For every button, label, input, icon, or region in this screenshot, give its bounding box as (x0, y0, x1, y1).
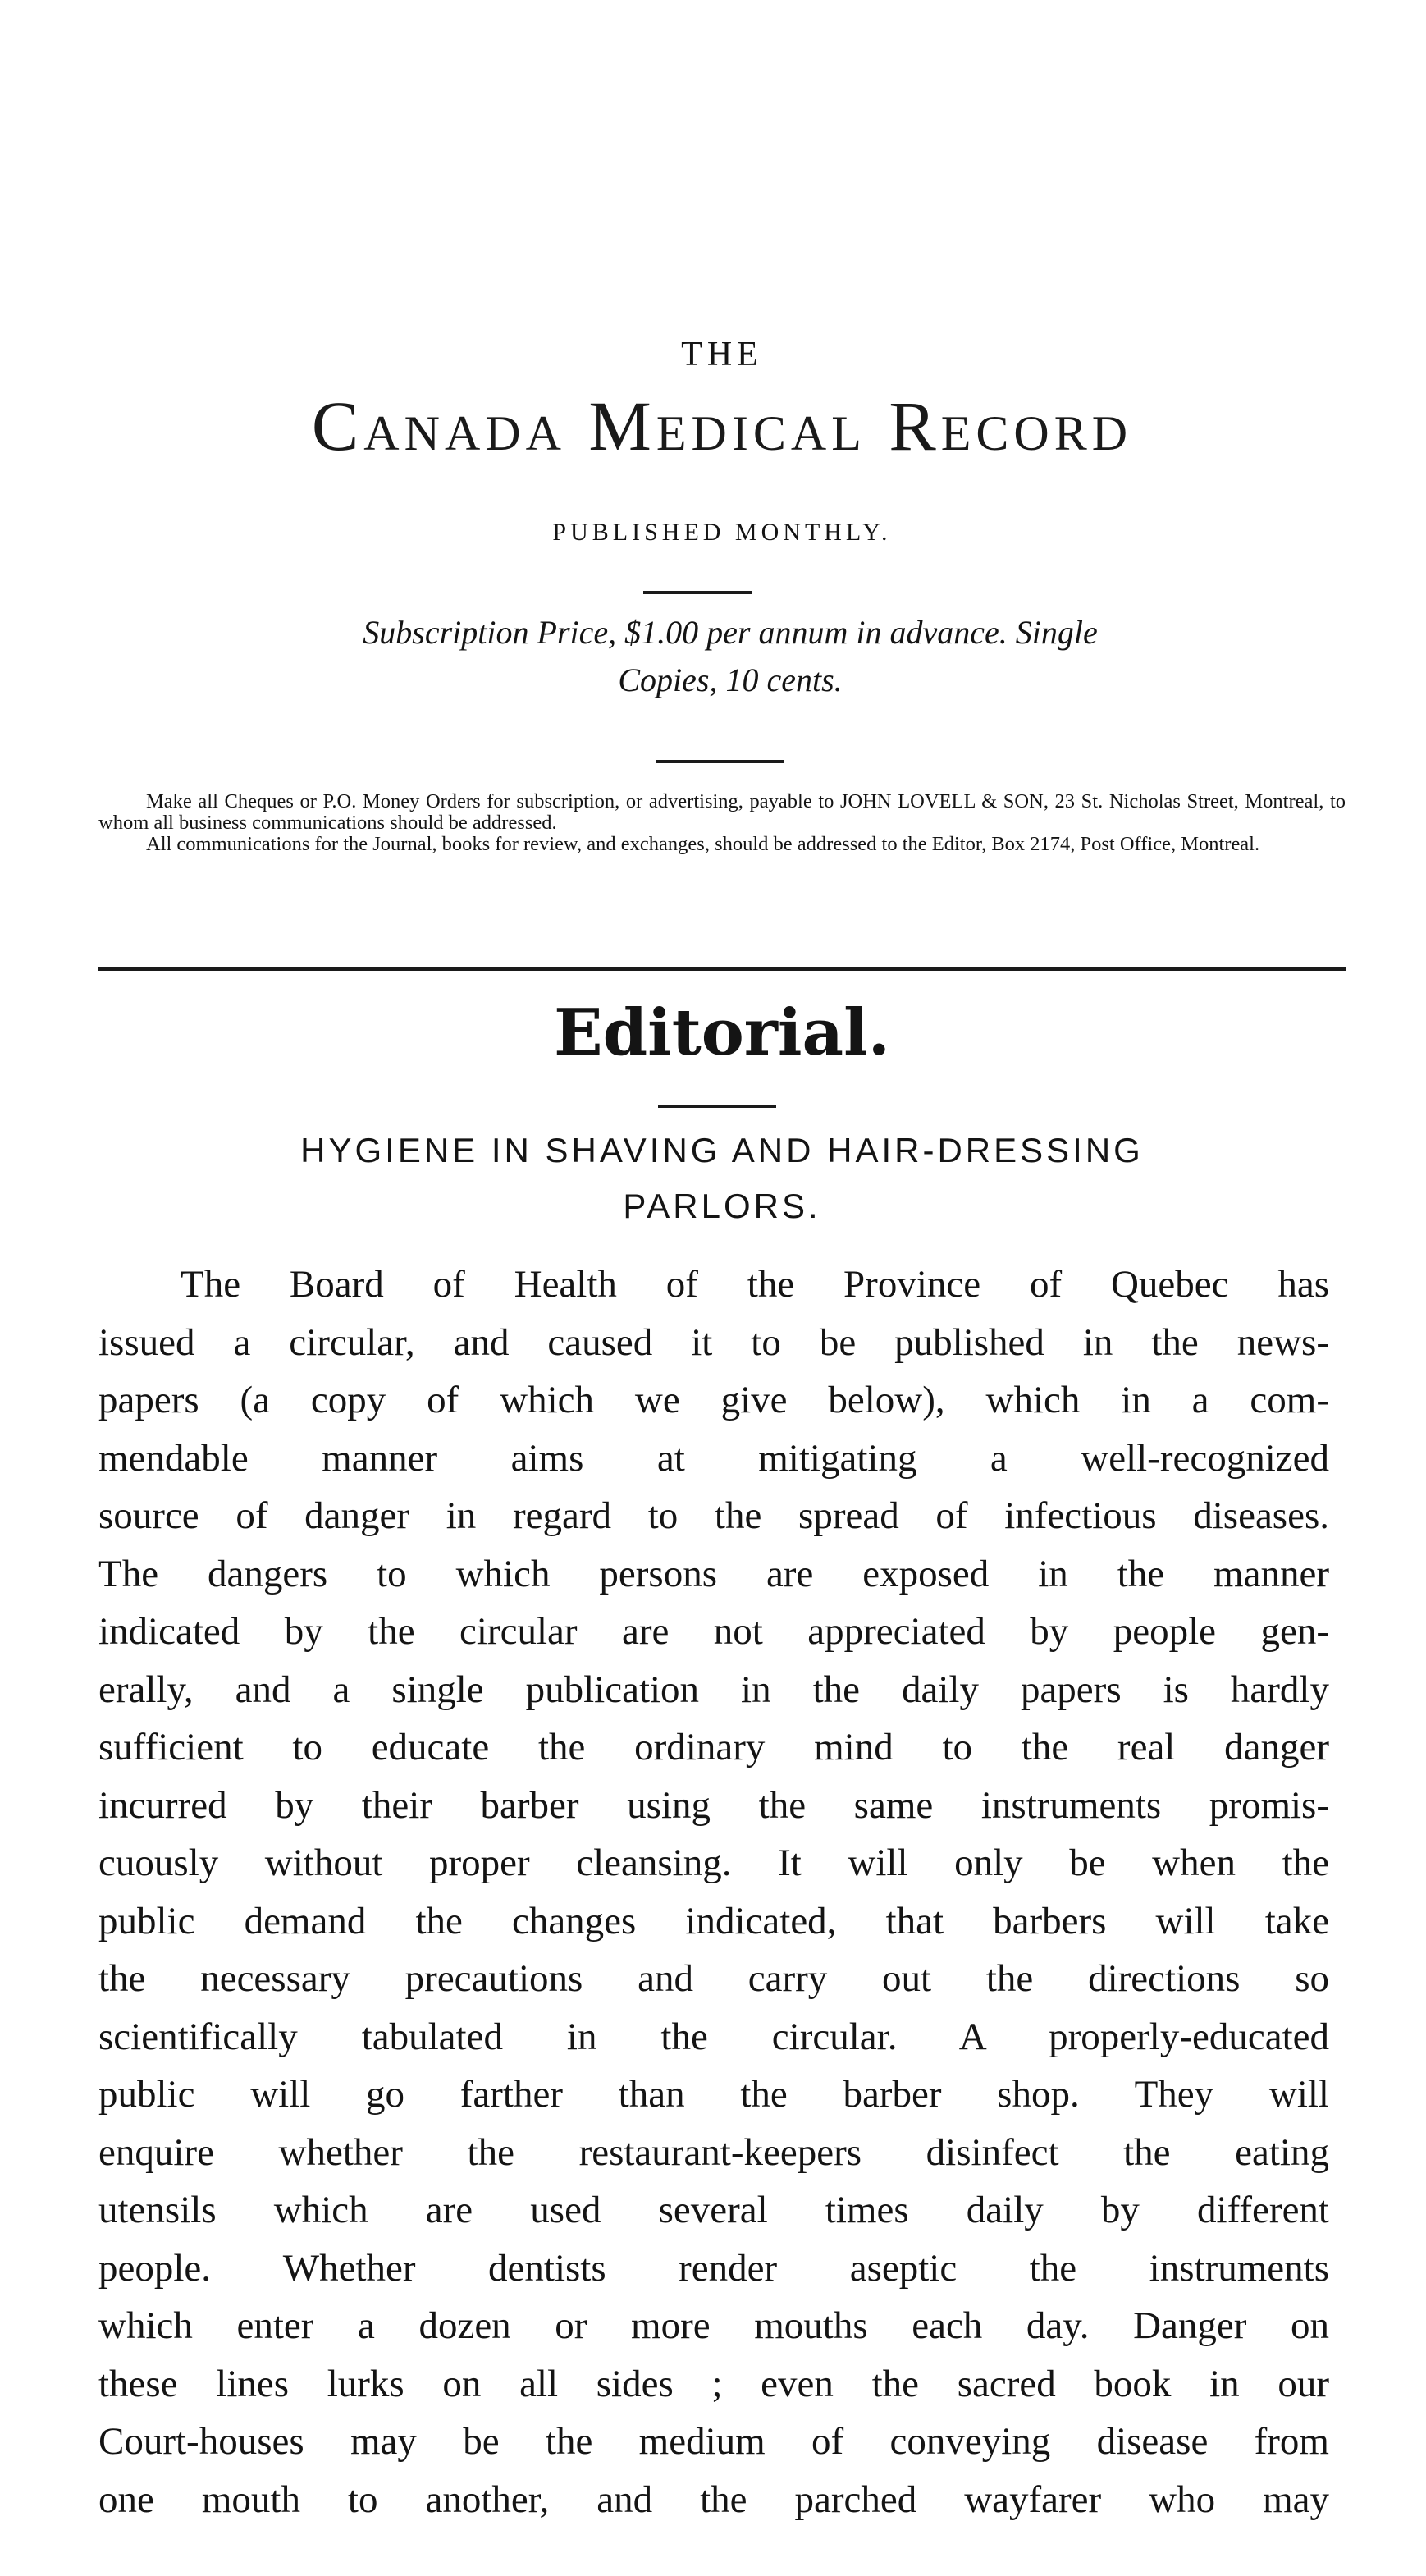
body-line: utensils which are used several times daily by different (98, 2189, 1329, 2231)
body-line: people. Whether dentists render aseptic the instruments (98, 2246, 1329, 2290)
body-line: incurred by their barber using the same instruments promis- (98, 1783, 1329, 1827)
body-line: which enter a dozen or more mouths each day. Danger on (98, 2304, 1329, 2347)
article-title (98, 1123, 1346, 1234)
body-line: papers (a copy of which we give below), which in a com- (98, 1379, 1329, 1421)
body-line: Court-houses may be the medium of conveying disease from (98, 2420, 1329, 2463)
body-line: erally, and a single publication in the daily papers is hardly (98, 1668, 1329, 1711)
subscription-line-2: Copies, 10 cents. (618, 661, 843, 698)
journal-page (98, 0, 1346, 2576)
divider (656, 760, 784, 763)
body-line: source of danger in regard to the spread of infectious diseases. (98, 1494, 1329, 1537)
body-line: The dangers to which persons are exposed in the manner (98, 1552, 1329, 1595)
body-line: these lines lurks on all sides ; even the sacred book in our (98, 2362, 1329, 2405)
article-title-line-2: PARLORS. (623, 1187, 821, 1225)
publication-frequency: PUBLISHED MONTHLY. (552, 519, 892, 546)
divider (643, 591, 752, 594)
body-line: scientifically tabulated in the circular. A properly-educated (98, 2015, 1329, 2058)
body-line: public will go farther than the barber shop. They will (98, 2073, 1329, 2116)
article-title-line-1: HYGIENE IN SHAVING AND HAIR-DRESSING (300, 1131, 1144, 1169)
body-line: public demand the changes indicated, that barbers will take (98, 1899, 1329, 1942)
journal-title: Canada Medical Record (311, 387, 1133, 465)
notices (98, 791, 1346, 855)
body-line: one mouth to another, and the parched wayfarer who may (98, 2478, 1329, 2521)
body-line: mendable manner aims at mitigating a well-recognized (98, 1436, 1329, 1480)
divider (658, 1105, 776, 1108)
masthead-the: THE (681, 336, 763, 373)
communications-notice: All communications for the Journal, books for review, and exchanges, should be addressed to the Editor, Box 2174, Post Office, Montreal. (146, 833, 1260, 855)
body-line: the necessary precautions and carry out the directions so (98, 1957, 1329, 2000)
section-heading: Editorial. (554, 995, 890, 1070)
section-rule (98, 967, 1346, 971)
subscription-line-1: Subscription Price, $1.00 per annum in advance. Single (363, 614, 1098, 651)
body-line: enquire whether the restaurant-keepers disinfect the eating (98, 2130, 1329, 2174)
body-line: sufficient to educate the ordinary mind to the real danger (98, 1726, 1329, 1768)
body-line: indicated by the circular are not appreciated by people gen- (98, 1610, 1329, 1653)
body-line: The Board of Health of the Province of Quebec has (181, 1263, 1329, 1306)
body-line: issued a circular, and caused it to be published in the news- (98, 1320, 1329, 1364)
body-line: cuously without proper cleansing. It will only be when the (98, 1842, 1329, 1884)
payment-notice: Make all Cheques or P.O. Money Orders for subscription, or advertising, payable to JOHN LOVELL & SON, 23 St. Nicholas Street, Montreal, to whom all business communications should be addressed. (98, 790, 1346, 834)
subscription-info (164, 609, 1296, 704)
article-body (98, 1256, 1329, 2528)
